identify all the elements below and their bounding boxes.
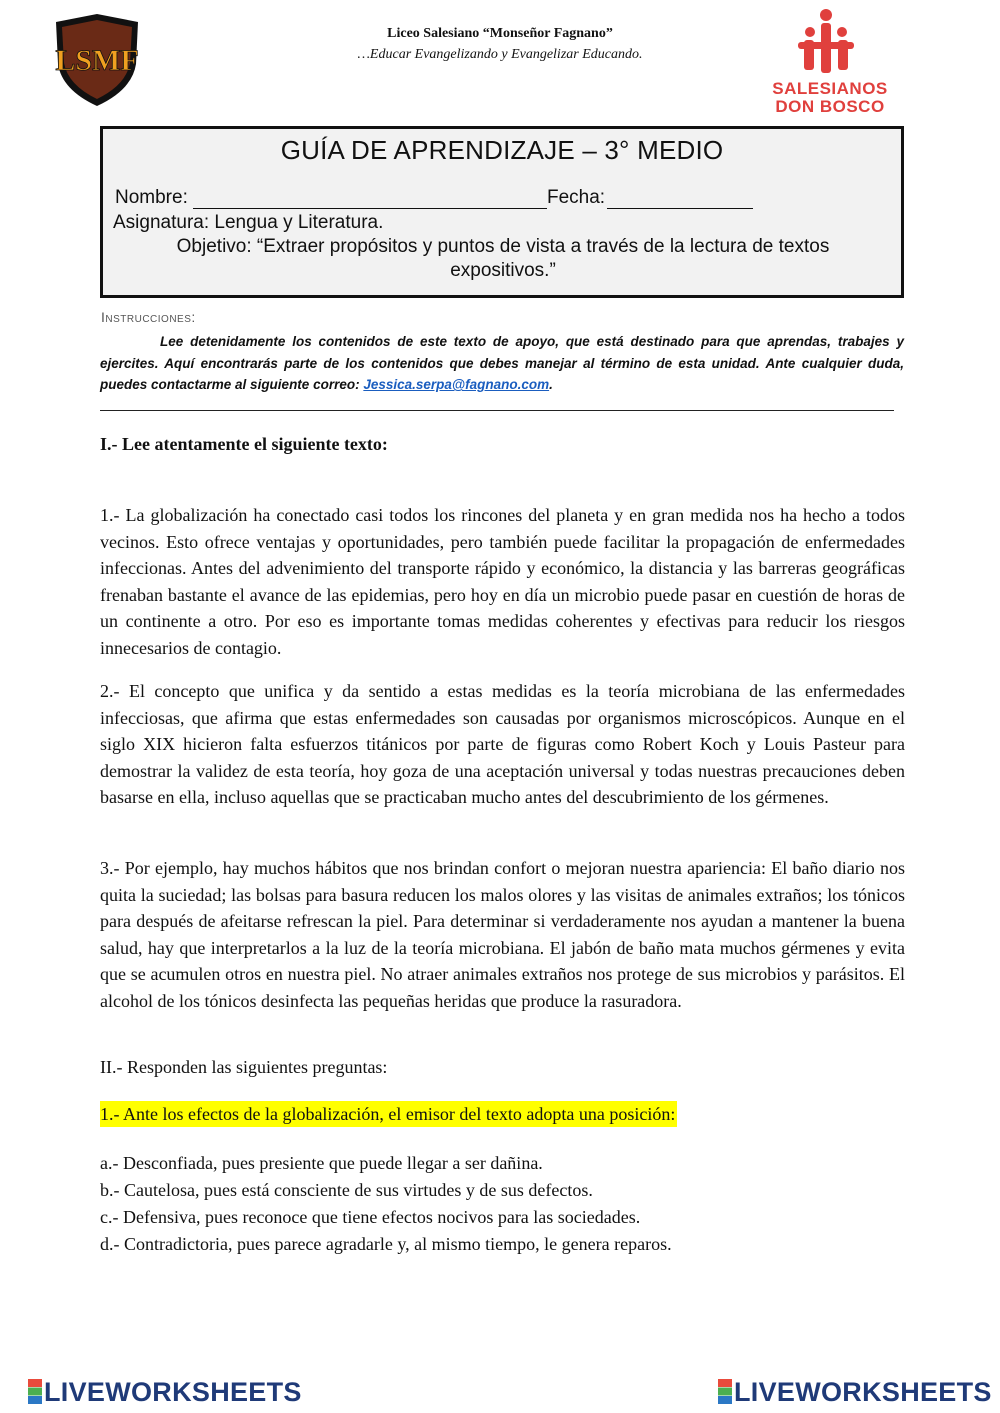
watermark-text-left: LIVEWORKSHEETS	[44, 1377, 302, 1407]
section1-heading: I.- Lee atentamente el siguiente texto:	[100, 434, 388, 454]
answer-option-b[interactable]: b.- Cautelosa, pues está consciente de sus virtudes y de sus defectos.	[100, 1180, 593, 1200]
question-1: 1.- Ante los efectos de la globalización, el emisor del texto adopta una posición:	[100, 1101, 677, 1127]
school-crest-logo	[52, 12, 142, 108]
school-name: Liceo Salesiano “Monseñor Fagnano”	[387, 26, 613, 41]
liveworksheets-watermark-right	[718, 1377, 992, 1408]
salesianos-logo	[770, 6, 890, 118]
instructions-text	[100, 331, 904, 396]
school-motto: …Educar Evangelizando y Evangelizar Educando.	[357, 47, 643, 62]
divider	[100, 410, 894, 411]
fecha-input-line[interactable]	[607, 208, 753, 209]
answer-option-a[interactable]: a.- Desconfiada, pues presiente que puede llegar a ser dañina.	[100, 1153, 543, 1173]
instructions-body: Lee detenidamente los contenidos de este texto de apoyo, que está destinado para que aprendas, trabajes y ejercites. Aquí encontrarás parte de los contenidos que debes manejar al término de esta unidad. Ante cualquier duda, puedes contactarme al siguiente correo:	[100, 334, 904, 392]
svg-text:DON BOSCO: DON BOSCO	[775, 97, 885, 116]
section2-heading: II.- Responden las siguientes preguntas:	[100, 1057, 388, 1077]
instructions-heading: Instrucciones:	[101, 309, 196, 325]
nombre-label: Nombre:	[115, 187, 188, 208]
svg-text:SALESIANOS: SALESIANOS	[772, 79, 888, 98]
instructions-end: .	[549, 377, 553, 392]
liveworksheets-badge-icon	[28, 1379, 42, 1404]
guide-title-box	[100, 126, 904, 298]
answer-option-c[interactable]: c.- Defensiva, pues reconoce que tiene efectos nocivos para las sociedades.	[100, 1207, 641, 1227]
liveworksheets-badge-icon	[718, 1379, 732, 1404]
reading-paragraph-2: 2.- El concepto que unifica y da sentido a estas medidas es la teoría microbiana de las enfermedades infecciosas, que afirma que estas enfermedades son causadas por organismos microscópicos. Aunque en el siglo XIX hicieron falta esfuerzos titánicos por parte de figuras como Robert Koch y Louis Pasteur para demostrar la validez de esta teoría, hoy goza de una aceptación universal y todas nuestras precauciones deben basarse en ella, incluso aquellas que se practicaban mucho antes del descubrimiento de los gérmenes.	[100, 681, 905, 807]
liveworksheets-watermark-left	[28, 1377, 302, 1408]
answer-option-d[interactable]: d.- Contradictoria, pues parece agradarle y, al mismo tiempo, le genera reparos.	[100, 1234, 672, 1254]
svg-text:LSMF: LSMF	[55, 44, 139, 77]
nombre-input-line[interactable]	[193, 208, 547, 209]
reading-paragraph-1: 1.- La globalización ha conectado casi todos los rincones del planeta y en gran medida nos ha hecho a todos vecinos. Esto ofrece ventajas y oportunidades, pero también puede facilitar la propagación de enfermedades infeccionas. Antes del advenimiento del transporte rápido y económico, la distancia y las barreras geográficas frenaban bastante el avance de las epidemias, pero hoy en día un microbio puede pasar en cuestión de horas de un continente a otro. Por eso es importante tomas medidas coherentes y efectivas para reducir los riesgos innecesarios de contagio.	[100, 505, 905, 658]
contact-email-link[interactable]: Jessica.serpa@fagnano.com	[363, 377, 550, 392]
objetivo-text: Objetivo: “Extraer propósitos y puntos de vista a través de la lectura de textos expositivos.”	[176, 236, 830, 281]
guide-title: GUÍA DE APRENDIZAJE – 3° MEDIO	[280, 135, 724, 165]
watermark-text-right: LIVEWORKSHEETS	[734, 1377, 992, 1407]
reading-paragraph-3: 3.- Por ejemplo, hay muchos hábitos que nos brindan confort o mejoran nuestra apariencia: El baño diario nos quita la suciedad; las bolsas para basura reducen los malos olores y las visitas de animales extraños; los tónicos para después de afeitarse refrescan la piel. Para determinar si verdaderamente nos ayudan a mantener la buena salud, hay que interpretarlos a la luz de la teoría microbiana. El jabón de baño mata muchos gérmenes y evita que se acumulen otros en nuestra piel. No atraer animales extraños nos protege de sus microbios y parásitos. El alcohol de los tónicos desinfecta las pequeñas heridas que produce la rasuradora.	[100, 858, 905, 1011]
fecha-label: Fecha:	[547, 187, 606, 208]
asignatura-text: Asignatura: Lengua y Literatura.	[113, 212, 384, 233]
